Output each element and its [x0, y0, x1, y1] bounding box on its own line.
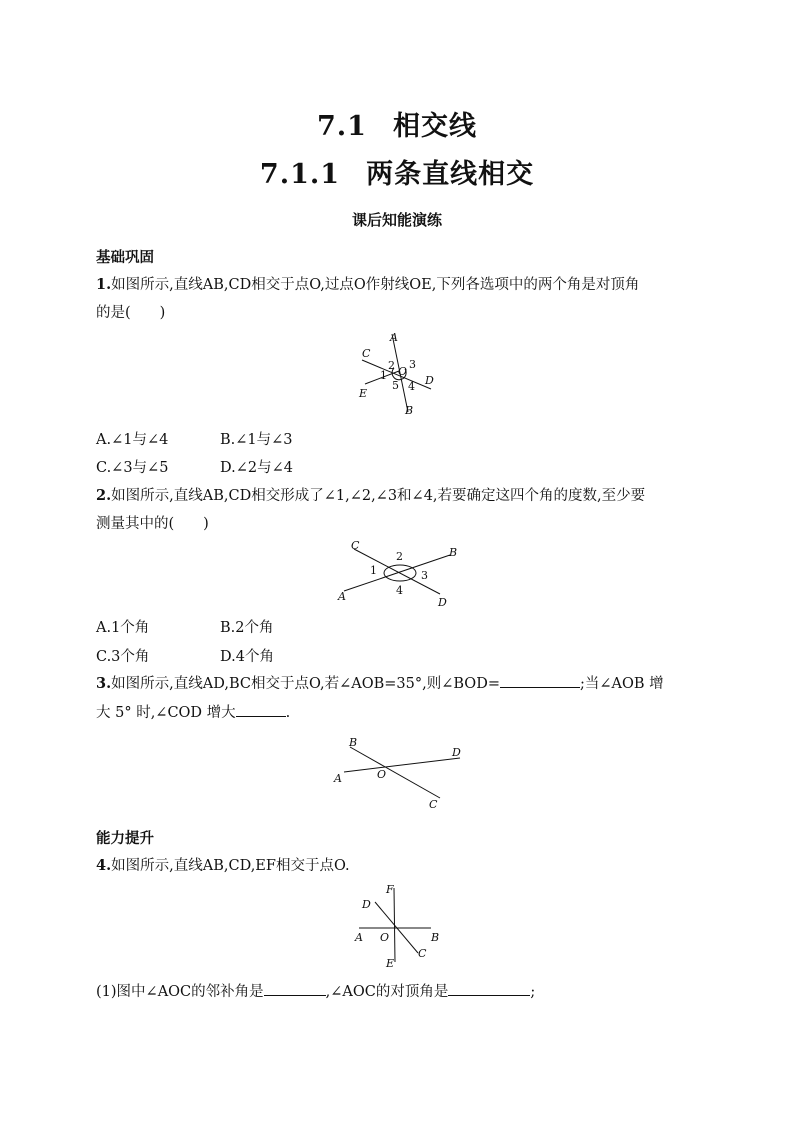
exercise-subtitle: 课后知能演练	[351, 211, 442, 229]
q3-text1a: 如图所示,直线AD,BC相交于点O,若∠AOB=35°,则∠BOD=	[111, 676, 500, 692]
q1-label-2: 2	[388, 359, 395, 372]
q1-figure	[350, 328, 450, 420]
q4-label-a: A	[355, 931, 363, 944]
q2-label-1: 1	[370, 564, 377, 577]
q3-label-b: B	[349, 736, 358, 749]
basic-heading: 基础巩固	[96, 249, 154, 266]
q3-text1b: ;当∠AOB 增	[579, 676, 664, 692]
q2-label-d: D	[438, 596, 447, 608]
q1-label-3: 3	[409, 358, 416, 371]
q2-text1: 如图所示,直线AB,CD相交形成了∠1,∠2,∠3和∠4,若要确定这四个角的度数,至少要	[111, 488, 646, 504]
q2-number: 2.	[96, 487, 112, 504]
q2-option-a: A.1个角	[96, 620, 150, 636]
q2-option-c: C.3个角	[96, 649, 150, 665]
q1-option-c: C.∠3与∠5	[96, 460, 169, 476]
q4-blank-vertical[interactable]	[448, 981, 530, 996]
q1-label-c: C	[362, 347, 371, 360]
section-title	[0, 104, 794, 143]
subsection-title-text: 两条直线相交	[366, 159, 535, 190]
q3-label-d: D	[452, 746, 461, 759]
q3-label-o: O	[377, 768, 387, 781]
q4-figure	[345, 880, 450, 972]
q1-line2: 的是( )	[96, 305, 166, 321]
q2-label-a: A	[338, 590, 346, 603]
q2-label-2: 2	[396, 550, 403, 563]
q3-figure	[328, 733, 468, 813]
q2-option-d: D.4个角	[220, 649, 274, 665]
q2-label-b: B	[449, 546, 458, 559]
q2-line1	[96, 486, 645, 506]
q4-number: 4.	[96, 857, 112, 874]
subsection-number: 7.1.1	[259, 159, 341, 190]
q1-number: 1.	[96, 276, 112, 293]
q4-label-o: O	[380, 931, 390, 944]
q3-text2b: .	[285, 705, 291, 721]
q1-label-1: 1	[380, 369, 387, 382]
q1-label-a: A	[390, 331, 398, 344]
q4-label-e: E	[386, 957, 395, 970]
section-number: 7.1	[317, 111, 367, 142]
q4-line1	[96, 856, 350, 876]
q1-option-d: D.∠2与∠4	[220, 460, 293, 476]
q1-line1	[96, 275, 639, 295]
q4-blank-adjacent[interactable]	[264, 981, 326, 996]
q3-blank-bod[interactable]	[500, 673, 580, 688]
q1-text1: 如图所示,直线AB,CD相交于点O,过点O作射线OE,下列各选项中的两个角是对顶角	[111, 277, 640, 293]
q2-figure	[330, 536, 470, 608]
q1-label-4: 4	[408, 380, 415, 393]
q4-sub1-text-c: ;	[530, 984, 536, 1000]
q2-label-4: 4	[396, 584, 403, 597]
subsection-title	[0, 152, 794, 191]
q2-label-3: 3	[421, 569, 428, 582]
q4-sub1-text-a: (1)图中∠AOC的邻补角是	[96, 984, 264, 1000]
section-title-text: 相交线	[392, 111, 477, 142]
q1-label-5: 5	[392, 379, 399, 392]
q1-label-d: D	[425, 374, 434, 387]
q3-line-ad	[344, 758, 460, 772]
q4-sub1-text-b: ,∠AOC的对顶角是	[325, 984, 449, 1000]
q4-text1: 如图所示,直线AB,CD,EF相交于点O.	[111, 858, 350, 874]
q4-label-d: D	[362, 898, 371, 911]
q4-label-c: C	[418, 947, 427, 960]
q3-line2	[96, 702, 290, 723]
q1-label-b: B	[405, 404, 414, 417]
q3-blank-cod[interactable]	[236, 702, 286, 717]
q3-line1	[96, 673, 664, 694]
advanced-heading: 能力提升	[96, 830, 154, 847]
q4-label-f: F	[386, 883, 394, 896]
q1-label-o: O	[398, 365, 408, 378]
q4-label-b: B	[431, 931, 440, 944]
q2-option-b: B.2个角	[220, 620, 274, 636]
q3-label-a: A	[334, 772, 342, 785]
q2-label-c: C	[351, 539, 360, 552]
q3-text2a: 大 5° 时,∠COD 增大	[96, 705, 236, 721]
q2-line2: 测量其中的( )	[96, 516, 209, 532]
q1-option-b: B.∠1与∠3	[220, 432, 293, 448]
q3-number: 3.	[96, 675, 112, 692]
q1-label-e: E	[359, 387, 368, 400]
q1-option-a: A.∠1与∠4	[96, 432, 169, 448]
q3-label-c: C	[429, 798, 438, 811]
q4-sub1	[96, 981, 535, 1002]
q3-line-bc	[350, 747, 440, 798]
